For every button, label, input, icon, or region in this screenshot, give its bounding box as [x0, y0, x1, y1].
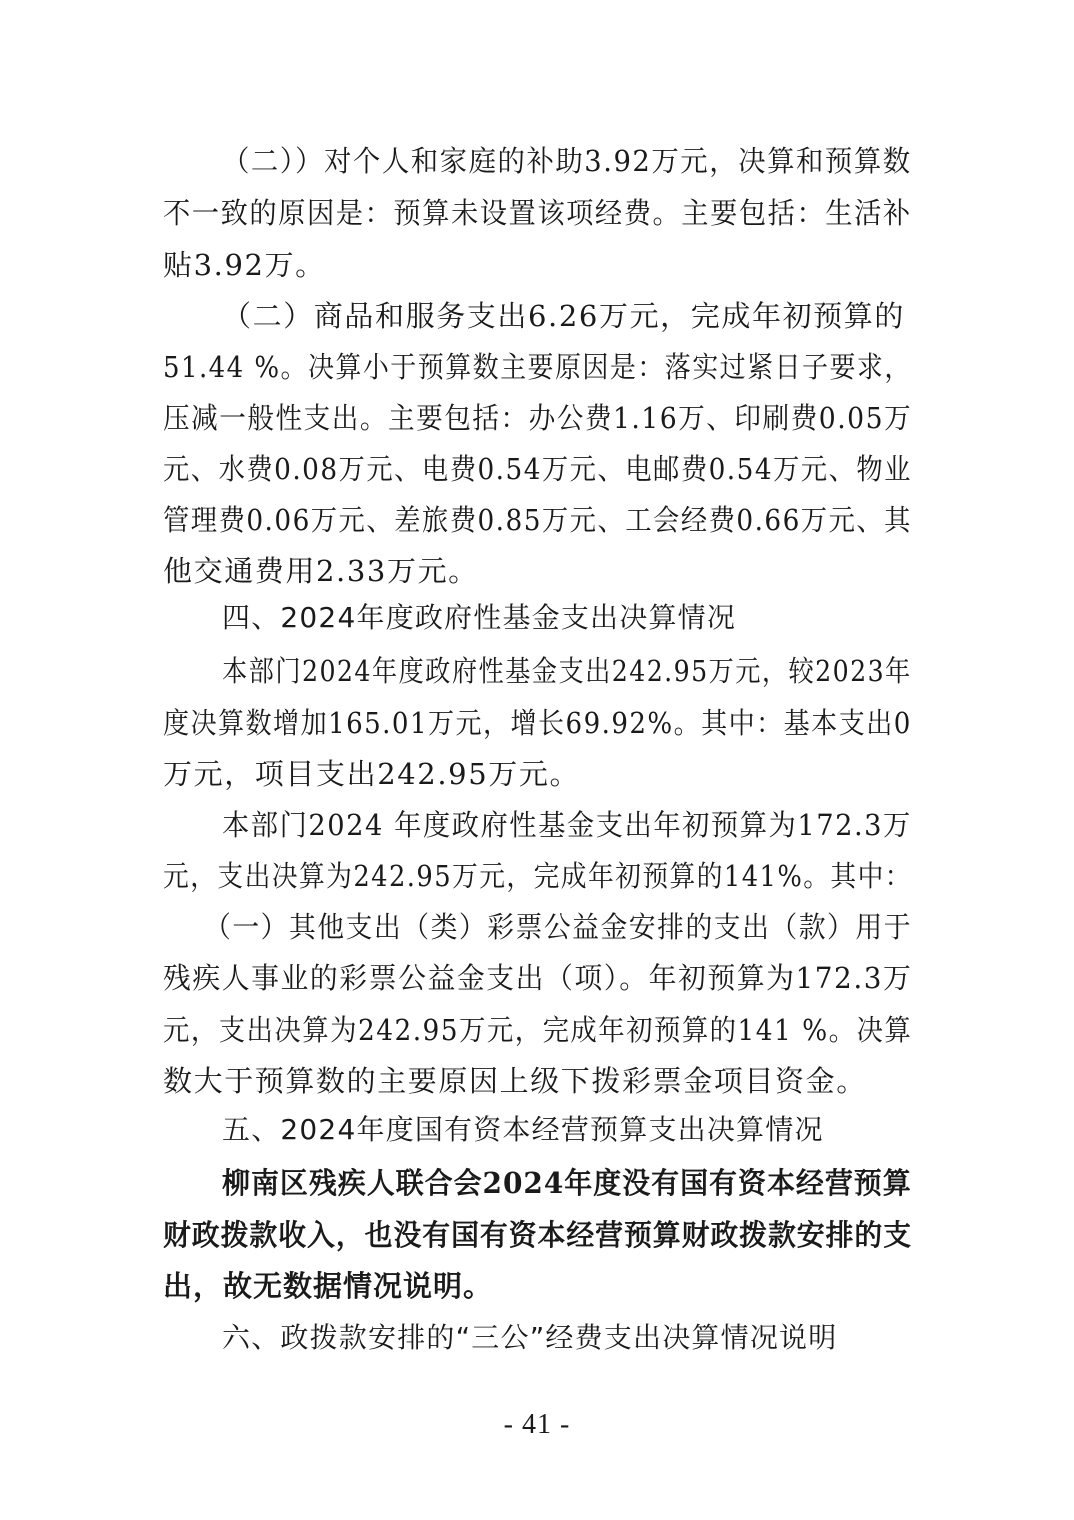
page-number: - 41 -: [503, 1409, 571, 1440]
paragraph-line: 数大于预算数的主要原因上级下拨彩票金项目资金。: [163, 1064, 867, 1098]
paragraph-line: 本部门2024年度政府性基金支出242.95万元，较2023年: [222, 654, 912, 688]
paragraph-line: 管理费0.06万元、差旅费0.85万元、工会经费0.66万元、其: [163, 503, 912, 537]
paragraph-line: 贴3.92万。: [163, 248, 326, 282]
paragraph-line: （一）其他支出（类）彩票公益金安排的支出（款）用于: [204, 910, 913, 944]
paragraph-line: （二））对个人和家庭的补助3.92万元，决算和预算数: [222, 144, 912, 178]
bold-paragraph-line: 柳南区残疾人联合会2024年度没有国有资本经营预算: [222, 1166, 912, 1200]
paragraph-line: 51.44 %。决算小于预算数主要原因是：落实过紧日子要求，: [163, 350, 912, 384]
paragraph-line: 本部门2024 年度政府性基金支出年初预算为172.3万: [222, 808, 912, 842]
section-heading: 四、2024年度政府性基金支出决算情况: [222, 601, 737, 634]
paragraph-line: 元、水费0.08万元、电费0.54万元、电邮费0.54万元、物业: [163, 452, 912, 486]
bold-paragraph-line: 出，故无数据情况说明。: [163, 1269, 494, 1303]
paragraph-line: 元，支出决算为242.95万元，完成年初预算的141%。其中：: [163, 859, 912, 893]
paragraph-line: 他交通费用2.33万元。: [163, 554, 479, 588]
paragraph-line: 元，支出决算为242.95万元，完成年初预算的141 %。决算: [163, 1013, 913, 1047]
bold-paragraph-line: 财政拨款收入，也没有国有资本经营预算财政拨款安排的支: [163, 1218, 913, 1252]
section-heading: 六、政拨款安排的“三公”经费支出决算情况说明: [222, 1321, 838, 1354]
paragraph-line: 不一致的原因是：预算未设置该项经费。主要包括：生活补: [163, 196, 912, 230]
paragraph-line: 万元，项目支出242.95万元。: [163, 757, 581, 791]
section-heading: 五、2024年度国有资本经营预算支出决算情况: [222, 1113, 824, 1146]
paragraph-line: 压减一般性支出。主要包括：办公费1.16万、印刷费0.05万: [163, 401, 913, 435]
paragraph-line: 度决算数增加165.01万元，增长69.92%。其中：基本支出0: [163, 706, 912, 740]
paragraph-line: 残疾人事业的彩票公益金支出（项）。年初预算为172.3万: [163, 961, 913, 995]
paragraph-line: （二）商品和服务支出6.26万元，完成年初预算的: [222, 299, 905, 333]
